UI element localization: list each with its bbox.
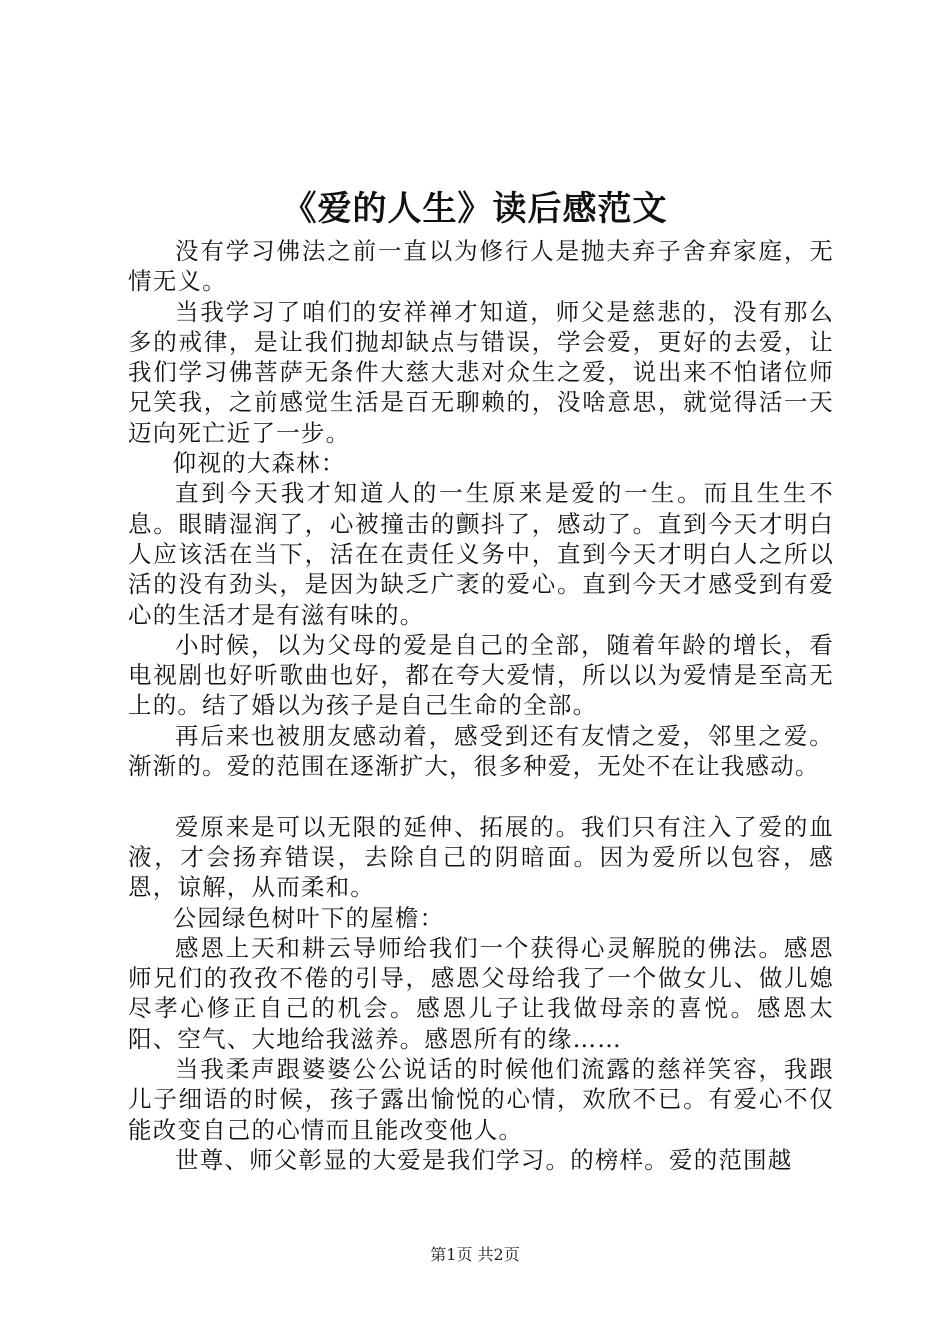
paragraph: 没有学习佛法之前一直以为修行人是抛夫弃子舍弃家庭，无情无义。 <box>128 237 834 296</box>
section-heading: 仰视的大森林： <box>172 449 346 478</box>
paragraph: 当我柔声跟婆婆公公说话的时候他们流露的慈祥笑容，我跟儿子细语的时候，孩子露出愉悦的心情，欢欣不已。有爱心不仅能改变自己的心情而且能改变他人。 <box>128 1055 834 1144</box>
section-heading: 公园绿色树叶下的屋檐： <box>172 903 445 932</box>
paragraph: 感恩上天和耕云导师给我们一个获得心灵解脱的佛法。感恩师兄们的孜孜不倦的引导，感恩父母给我了一个做女儿、做儿媳尽孝心修正自己的机会。感恩儿子让我做母亲的喜悦。感恩太阳、空气、大地给我滋养。感恩所有的缘…… <box>128 933 834 1053</box>
page-footer: 第1页 共2页 <box>430 1245 520 1264</box>
paragraph: 世尊、师父彰显的大爱是我们学习。的榜样。爱的范围越 <box>175 1145 793 1174</box>
paragraph: 爱原来是可以无限的延伸、拓展的。我们只有注入了爱的血液，才会扬弃错误，去除自己的阴暗面。因为爱所以包容，感恩，谅解，从而柔和。 <box>128 812 834 902</box>
blank-line <box>128 781 834 811</box>
paragraph: 小时候，以为父母的爱是自己的全部，随着年龄的增长，看电视剧也好听歌曲也好，都在夸大爱情，所以以为爱情是至高无上的。结了婚以为孩子是自己生命的全部。 <box>128 630 834 720</box>
paragraph: 直到今天我才知道人的一生原来是爱的一生。而且生生不息。眼睛湿润了，心被撞击的颤抖了，感动了。直到今天才明白人应该活在当下，活在在责任义务中，直到今天才明白人之所以活的没有劲头，是因为缺乏广袤的爱心。直到今天才感受到有爱心的生活才是有滋有味的。 <box>128 479 834 629</box>
document-title: 《爱的人生》读后感范文 <box>282 189 668 229</box>
paragraph: 当我学习了咱们的安祥禅才知道，师父是慈悲的，没有那么多的戒律，是让我们抛却缺点与错误，学会爱，更好的去爱，让我们学习佛菩萨无条件大慈大悲对众生之爱，说出来不怕诸位师兄笑我，之前感觉生活是百无聊赖的，没啥意思，就觉得活一天迈向死亡近了一步。 <box>128 297 834 447</box>
paragraph: 再后来也被朋友感动着，感受到还有友情之爱，邻里之爱。渐渐的。爱的范围在逐渐扩大，很多种爱，无处不在让我感动。 <box>128 721 834 781</box>
document-body <box>128 236 834 1175</box>
